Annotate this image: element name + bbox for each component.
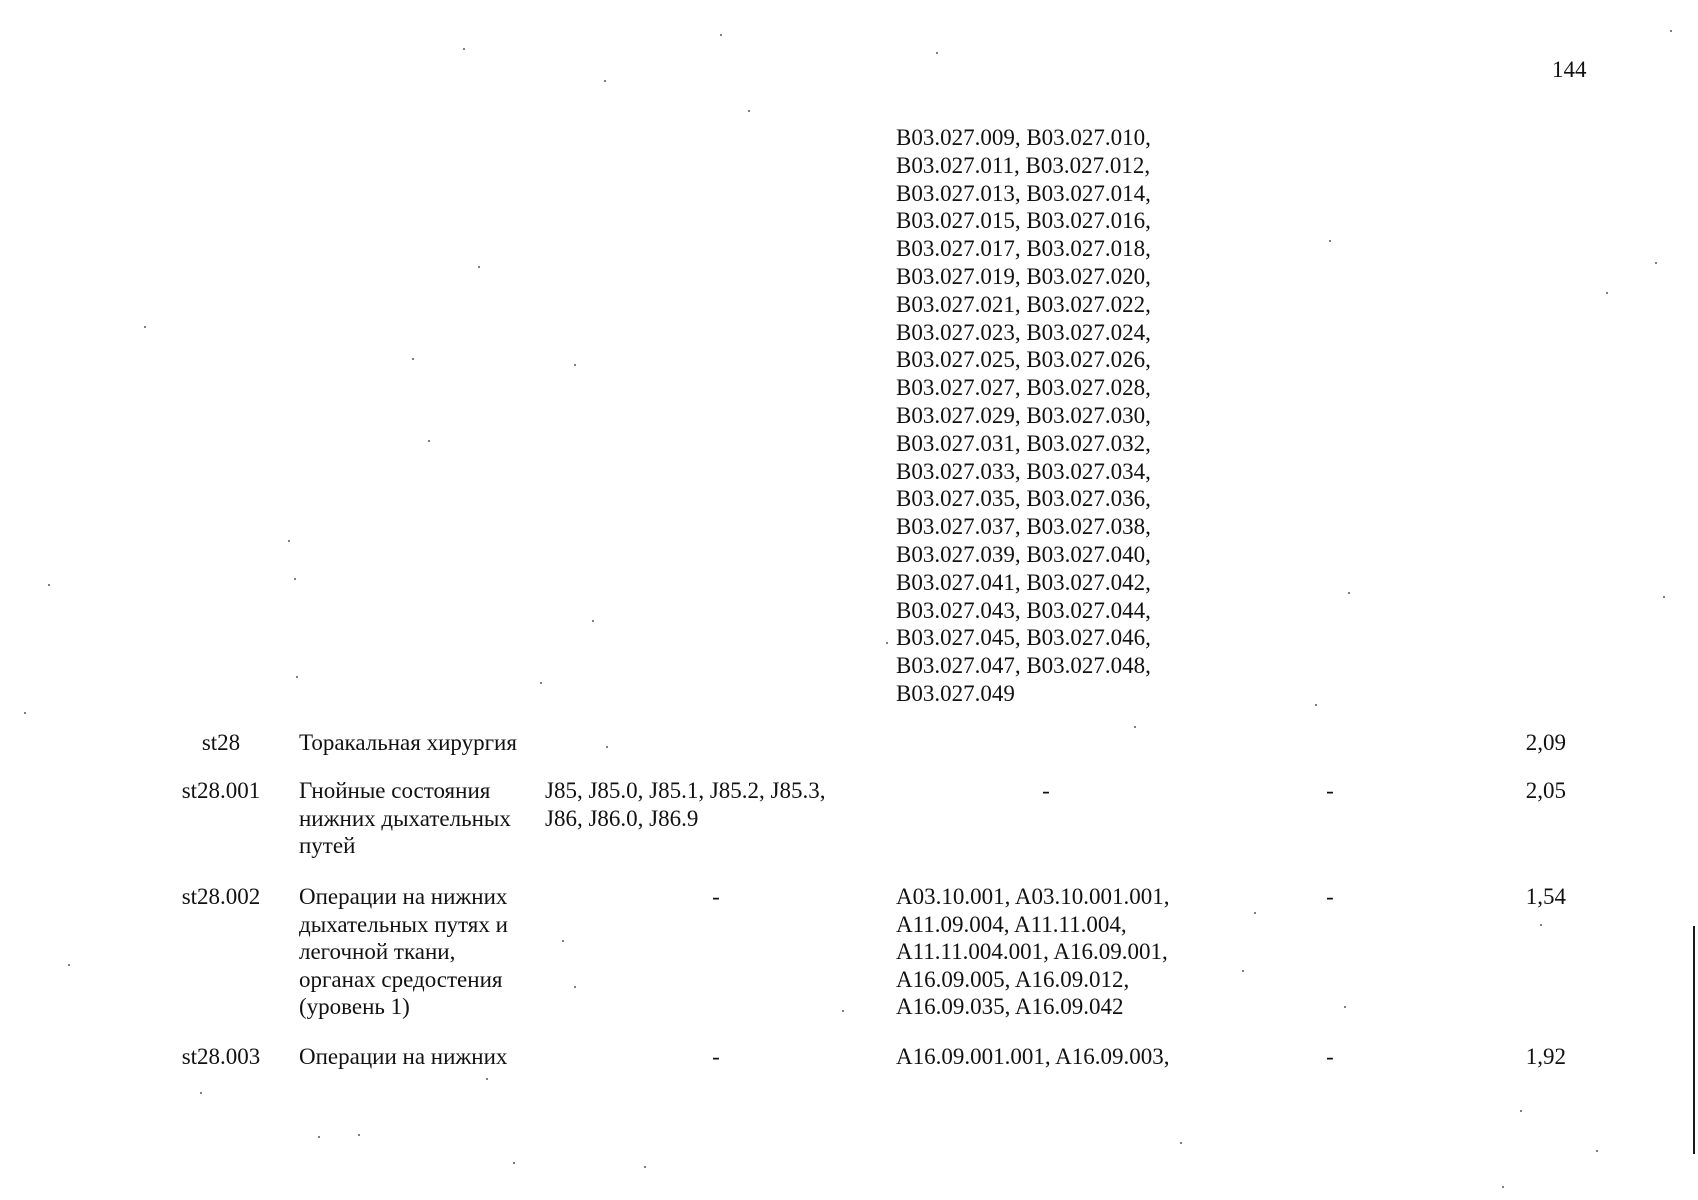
scan-speck: [574, 986, 576, 988]
code-line: B03.027.015, B03.027.016,: [896, 208, 1151, 234]
scan-speck: [1180, 1142, 1182, 1144]
scan-speck: [288, 540, 290, 542]
scan-speck: [592, 620, 594, 622]
code-line: B03.027.021, B03.027.022,: [896, 291, 1151, 317]
scan-speck: [513, 1162, 515, 1164]
scan-speck: [606, 746, 608, 748]
scan-speck: [1520, 1110, 1522, 1112]
row-name: Гнойные состояния нижних дыхательных путей: [299, 778, 511, 859]
row-name: Торакальная хирургия: [299, 730, 517, 755]
scan-speck: [68, 964, 70, 966]
scan-speck: [1242, 970, 1244, 972]
code-line: B03.027.009, B03.027.010,: [896, 125, 1151, 150]
scan-speck: [562, 940, 564, 942]
scan-speck: [1502, 1186, 1504, 1188]
scan-speck: [1655, 262, 1657, 264]
row-coefficient: 2,09: [1525, 730, 1566, 755]
row-code: st28.001: [181, 778, 261, 803]
row-code: st28.002: [181, 884, 261, 909]
row-code: st28: [201, 730, 241, 755]
row-diagnoses: -: [712, 1044, 720, 1069]
scan-speck: [1596, 1150, 1598, 1152]
code-line: B03.027.047, B03.027.048,: [896, 653, 1151, 679]
code-line: B03.027.017, B03.027.018,: [896, 236, 1151, 262]
scan-speck: [296, 676, 298, 678]
scan-speck: [24, 712, 26, 714]
row-services: A03.10.001, A03.10.001.001, A11.09.004, A11.11.004, A11.11.004.001, A16.09.001, A16.09.005, A16.09.012, A16.09.035, A16.09.042: [896, 884, 1170, 1020]
page-number: 144: [1552, 57, 1587, 82]
scan-speck: [48, 584, 50, 586]
scan-edge-line: [1693, 926, 1695, 1154]
row-coefficient: 1,54: [1525, 884, 1566, 909]
code-line: B03.027.049: [896, 680, 1015, 706]
code-line: B03.027.033, B03.027.034,: [896, 458, 1151, 484]
row-name: Операции на нижних: [299, 1044, 508, 1069]
row-diagnoses: -: [712, 884, 720, 909]
scan-speck: [540, 682, 542, 684]
scan-speck: [358, 1134, 360, 1136]
scan-speck: [294, 578, 296, 580]
code-line: B03.027.029, B03.027.030,: [896, 402, 1151, 428]
scan-speck: [604, 80, 606, 82]
scan-speck: [1606, 292, 1608, 294]
row-services: A16.09.001.001, A16.09.003,: [896, 1044, 1170, 1069]
row-coefficient: 1,92: [1525, 1044, 1566, 1069]
scan-speck: [1134, 726, 1136, 728]
scan-speck: [412, 358, 414, 360]
scan-speck: [1663, 596, 1665, 598]
scan-speck: [748, 110, 750, 112]
scan-speck: [1670, 30, 1672, 32]
scan-speck: [1348, 592, 1350, 594]
scan-speck: [144, 326, 146, 328]
scan-speck: [644, 1166, 646, 1168]
scan-speck: [200, 1092, 202, 1094]
row-coefficient: 2,05: [1525, 778, 1566, 803]
code-line: B03.027.025, B03.027.026,: [896, 347, 1151, 373]
row-other: -: [1326, 884, 1334, 909]
code-line: B03.027.037, B03.027.038,: [896, 514, 1151, 540]
row-other: -: [1326, 778, 1334, 803]
scan-speck: [486, 1078, 488, 1080]
code-line: B03.027.023, B03.027.024,: [896, 319, 1151, 345]
scan-speck: [463, 48, 465, 50]
scan-speck: [720, 34, 722, 36]
code-line: B03.027.041, B03.027.042,: [896, 569, 1151, 595]
code-line: B03.027.039, B03.027.040,: [896, 541, 1151, 567]
scan-speck: [842, 1010, 844, 1012]
row-code: st28.003: [181, 1044, 261, 1069]
code-line: B03.027.031, B03.027.032,: [896, 430, 1151, 456]
row-services: -: [1042, 778, 1050, 803]
row-other: -: [1326, 1044, 1334, 1069]
scan-speck: [428, 440, 430, 442]
scan-speck: [1254, 912, 1256, 914]
continued-service-codes: [896, 124, 1151, 708]
scan-speck: [1540, 924, 1542, 926]
code-line: B03.027.045, B03.027.046,: [896, 625, 1151, 651]
scan-speck: [886, 642, 888, 644]
scan-speck: [936, 52, 938, 54]
code-line: B03.027.027, B03.027.028,: [896, 375, 1151, 401]
scan-speck: [478, 266, 480, 268]
scan-speck: [574, 364, 576, 366]
scan-speck: [1344, 1006, 1346, 1008]
code-line: B03.027.013, B03.027.014,: [896, 180, 1151, 206]
scan-speck: [1329, 240, 1331, 242]
code-line: B03.027.043, B03.027.044,: [896, 597, 1151, 623]
row-name: Операции на нижних дыхательных путях и легочной ткани, органах средостения (уровень 1): [299, 884, 508, 1020]
scan-speck: [318, 1136, 320, 1138]
code-line: B03.027.035, B03.027.036,: [896, 486, 1151, 512]
code-line: B03.027.019, B03.027.020,: [896, 263, 1151, 289]
code-line: B03.027.011, B03.027.012,: [896, 152, 1151, 178]
row-diagnoses: J85, J85.0, J85.1, J85.2, J85.3, J86, J86.0, J86.9: [545, 778, 826, 831]
scan-speck: [1315, 704, 1317, 706]
